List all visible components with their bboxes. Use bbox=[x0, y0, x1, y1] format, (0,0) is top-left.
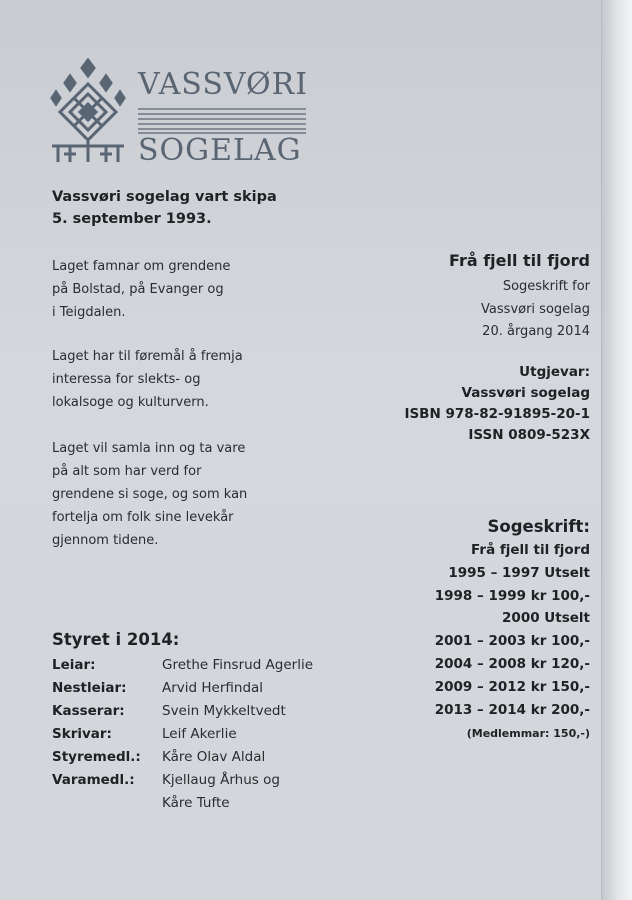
sogeskrift-title: Sogeskrift: bbox=[487, 517, 590, 536]
paragraph-purpose bbox=[52, 345, 243, 414]
paragraph-line: i Teigdalen. bbox=[52, 305, 126, 320]
paragraph-line: Laget vil samla inn og ta vare bbox=[52, 441, 246, 456]
sogeskrift-line: 2013 – 2014 kr 200,- bbox=[434, 701, 590, 718]
publisher-line: ISSN 0809-523X bbox=[468, 427, 590, 443]
publication-subtitle bbox=[481, 276, 590, 344]
paragraph-line: grendene si soge, og som kan bbox=[52, 487, 248, 502]
sogeskrift-list bbox=[435, 539, 590, 721]
paragraph-line: lokalsoge og kulturvern. bbox=[52, 395, 209, 410]
paragraph-area bbox=[52, 255, 230, 324]
publisher-line: Vassvøri sogelag bbox=[461, 385, 590, 401]
paragraph-line: på Bolstad, på Evanger og bbox=[52, 282, 224, 297]
subtitle-line: Vassvøri sogelag bbox=[481, 301, 590, 317]
board-title: Styret i 2014: bbox=[52, 630, 180, 649]
board-name: Svein Mykkeltvedt bbox=[162, 703, 286, 719]
paragraph-line: interessa for slekts- og bbox=[52, 372, 201, 387]
paragraph-line: Laget har til føremål å fremja bbox=[52, 349, 243, 364]
board-name: Kåre Olav Aldal bbox=[162, 749, 266, 765]
board-name: Arvid Herfindal bbox=[162, 680, 264, 696]
board-role: Kasserar: bbox=[52, 703, 125, 719]
member-price-note: (Medlemmar: 150,-) bbox=[466, 727, 590, 740]
board-name: Kåre Tufte bbox=[162, 795, 230, 811]
board-role: Varamedl.: bbox=[52, 772, 135, 788]
sogeskrift-line: 2001 – 2003 kr 100,- bbox=[434, 633, 590, 650]
page-edge bbox=[601, 0, 632, 900]
sogelag-logo bbox=[48, 58, 308, 168]
publisher-line: Utgjevar: bbox=[519, 364, 590, 380]
sogeskrift-line: 1995 – 1997 Utselt bbox=[448, 564, 590, 581]
board-name: Grethe Finsrud Agerlie bbox=[162, 657, 314, 673]
paragraph-line: på alt som har verd for bbox=[52, 464, 202, 479]
paragraph-line: gjennom tidene. bbox=[52, 533, 159, 548]
paragraph-line: Laget famnar om grendene bbox=[52, 259, 231, 274]
knot-emblem-icon bbox=[48, 58, 128, 166]
publication-title: Frå fjell til fjord bbox=[449, 251, 590, 270]
sogeskrift-line: 1998 – 1999 kr 100,- bbox=[434, 587, 590, 604]
subtitle-line: 20. årgang 2014 bbox=[482, 324, 590, 339]
paragraph-line: fortelja om folk sine levekår bbox=[52, 510, 234, 525]
wave-lines-decoration bbox=[138, 106, 306, 134]
founded-statement bbox=[52, 186, 277, 230]
publisher-info bbox=[404, 362, 590, 446]
sogeskrift-line: 2000 Utselt bbox=[502, 610, 590, 627]
sogeskrift-line: 2009 – 2012 kr 150,- bbox=[434, 678, 590, 695]
board-role: Styremedl.: bbox=[52, 749, 141, 765]
board-role: Skrivar: bbox=[52, 726, 112, 742]
logo-title-vassvori: VASSVØRI bbox=[138, 67, 309, 102]
subtitle-line: Sogeskrift for bbox=[502, 279, 590, 294]
logo-title-sogelag: SOGELAG bbox=[138, 133, 302, 168]
publisher-line: ISBN 978-82-91895-20-1 bbox=[404, 406, 590, 422]
board-role: Leiar: bbox=[52, 657, 96, 673]
founded-line: Vassvøri sogelag vart skipa bbox=[52, 189, 277, 205]
founded-line: 5. september 1993. bbox=[52, 211, 212, 227]
board-name: Leif Akerlie bbox=[162, 726, 237, 742]
sogeskrift-line: 2004 – 2008 kr 120,- bbox=[434, 655, 590, 672]
board-role: Nestleiar: bbox=[52, 680, 127, 696]
board-name: Kjellaug Århus og bbox=[162, 772, 280, 788]
paragraph-collection bbox=[52, 437, 247, 552]
sogeskrift-line: Frå fjell til fjord bbox=[471, 542, 590, 558]
